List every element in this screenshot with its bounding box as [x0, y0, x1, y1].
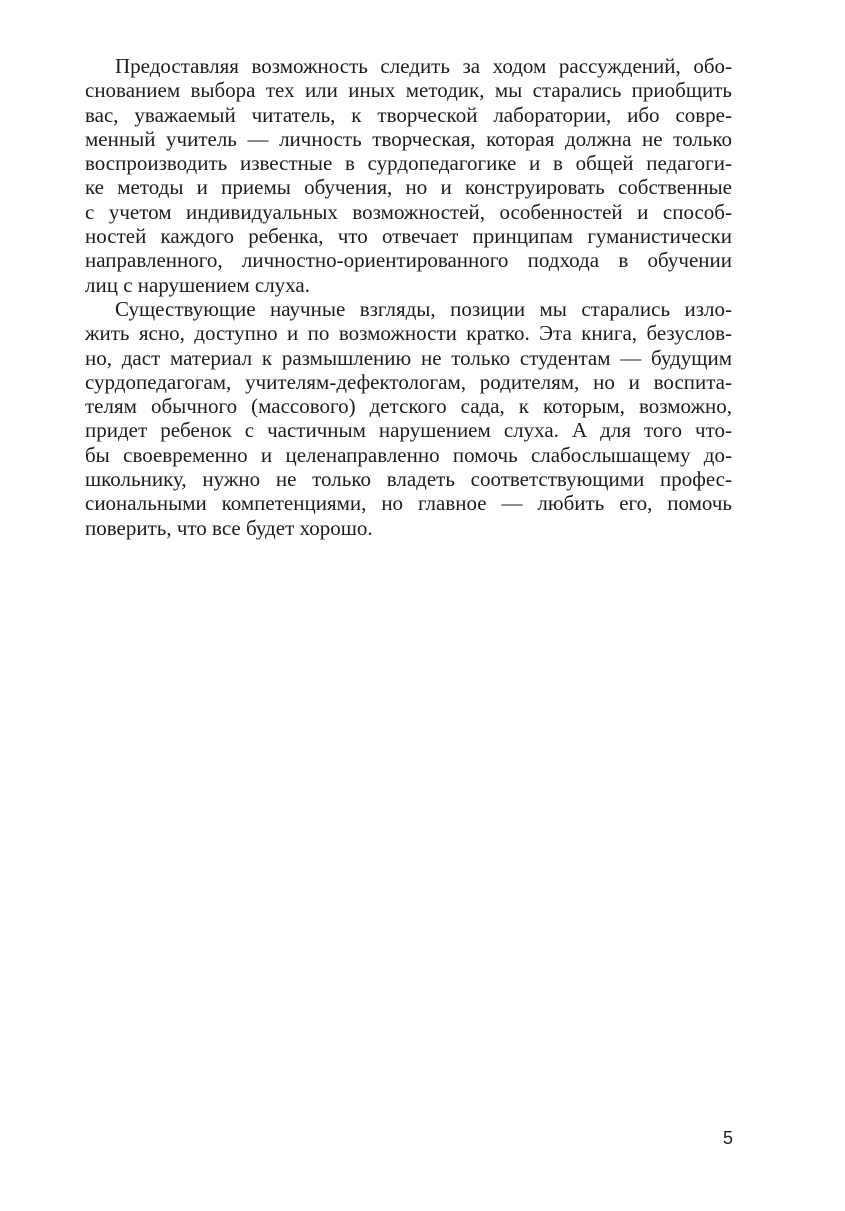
text-line: снованием выбора тех или иных методик, мы старались приобщить: [85, 78, 732, 103]
text-line: воспроизводить известные в сурдопедагогике и в общей педагоги-: [85, 151, 732, 176]
text-line: ностей каждого ребенка, что отвечает принципам гуманистически: [85, 224, 732, 249]
text-line: сиональными компетенциями, но главное — любить его, помочь: [85, 491, 732, 516]
text-line: лиц с нарушением слуха.: [85, 272, 310, 297]
page-number: 5: [722, 1128, 733, 1148]
text-line: придет ребенок с частичным нарушением слуха. А для того что-: [85, 418, 732, 443]
text-line: жить ясно, доступно и по возможности кратко. Эта книга, безуслов-: [85, 321, 732, 346]
text-line: Предоставляя возможность следить за ходом рассуждений, обо-: [115, 54, 732, 78]
paragraph-2: [85, 297, 732, 540]
text-line: направленного, личностно-ориентированного подхода в обучении: [85, 248, 732, 273]
text-line: с учетом индивидуальных возможностей, особенностей и способ-: [85, 199, 732, 224]
body-text: [85, 54, 732, 540]
text-line: вас, уважаемый читатель, к творческой лаборатории, ибо совре-: [85, 102, 732, 127]
paragraph-1: [85, 54, 732, 297]
text-line: телям обычного (массового) детского сада, к которым, возможно,: [85, 394, 732, 419]
text-line: менный учитель — личность творческая, которая должна не только: [85, 126, 732, 151]
text-line: бы своевременно и целенаправленно помочь слабослышащему до-: [85, 442, 732, 467]
text-line: поверить, что все будет хорошо.: [85, 515, 373, 540]
text-line: сурдопедагогам, учителям-дефектологам, родителям, но и воспита-: [85, 369, 732, 394]
text-line: Существующие научные взгляды, позиции мы старались изло-: [115, 296, 732, 321]
text-line: школьнику, нужно не только владеть соответствующими профес-: [85, 467, 732, 492]
text-line: но, даст материал к размышлению не только студентам — будущим: [85, 345, 732, 370]
text-line: ке методы и приемы обучения, но и конструировать собственные: [85, 175, 732, 200]
